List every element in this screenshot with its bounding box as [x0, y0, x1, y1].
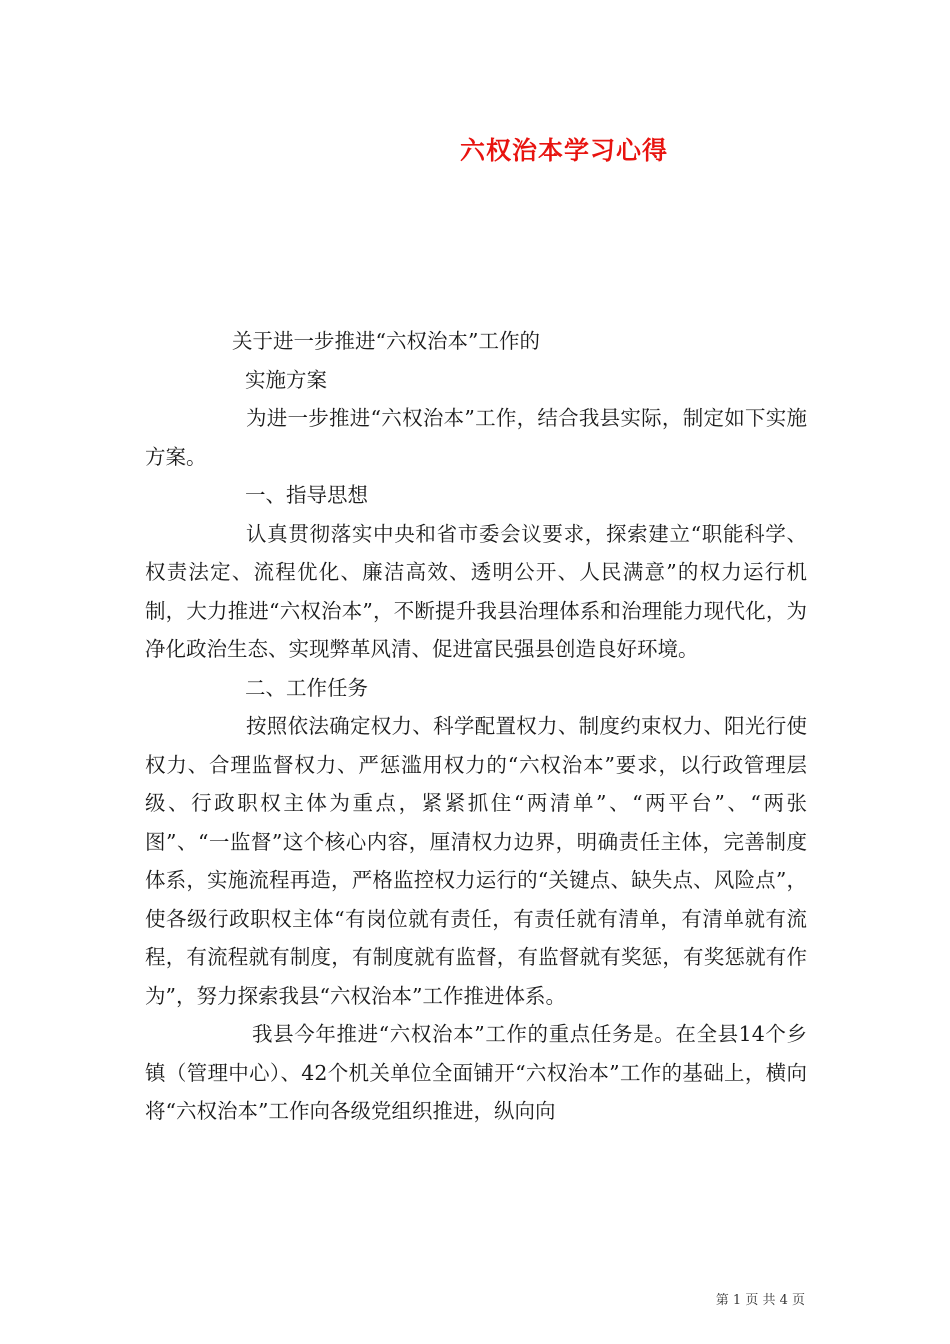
section-2-paragraph: 按照依法确定权力、科学配置权力、制度约束权力、阳光行使权力、合理监督权力、严惩滥用权力的“六权治本”要求，以行政管理层级、行政职权主体为重点，紧紧抓住“两清单”、“两平台”、“两张图”、“一监督”这个核心内容，厘清权力边界，明确责任主体，完善制度体系，实施流程再造，严格监控权力运行的“关键点、缺失点、风险点”，使各级行政职权主体“有岗位就有责任，有责任就有清单，有清单就有流程，有流程就有制度，有制度就有监督，有监督就有奖惩，有奖惩就有作为”，努力探索我县“六权治本”工作推进体系。	[145, 714, 807, 1008]
section-2-title: 二、工作任务	[245, 675, 368, 700]
section-1-title: 一、指导思想	[245, 483, 368, 507]
heading-line-2: 实施方案	[245, 367, 327, 392]
intro-paragraph: 为进一步推进“六权治本”工作，结合我县实际，制定如下实施方案。	[145, 406, 807, 469]
heading-line-1: 关于进一步推进“六权治本”工作的	[232, 329, 540, 353]
section-2-paragraph-2: 我县今年推进“六权治本”工作的重点任务是。在全县14个乡镇（管理中心）、42个机关单位全面铺开“六权治本”工作的基础上，横向将“六权治本”工作向各级党组织推进，纵向向	[145, 1022, 807, 1123]
page-number: 第 1 页 共 4 页	[715, 1293, 805, 1308]
section-1-paragraph: 认真贯彻落实中央和省市委会议要求，探索建立“职能科学、权责法定、流程优化、廉洁高效、透明公开、人民满意”的权力运行机制，大力推进“六权治本”，不断提升我县治理体系和治理能力现代化，为净化政治生态、实现弊革风清、促进富民强县创造良好环境。	[145, 521, 807, 661]
document-title: 六权治本学习心得	[459, 136, 668, 165]
document-body	[145, 322, 807, 1131]
